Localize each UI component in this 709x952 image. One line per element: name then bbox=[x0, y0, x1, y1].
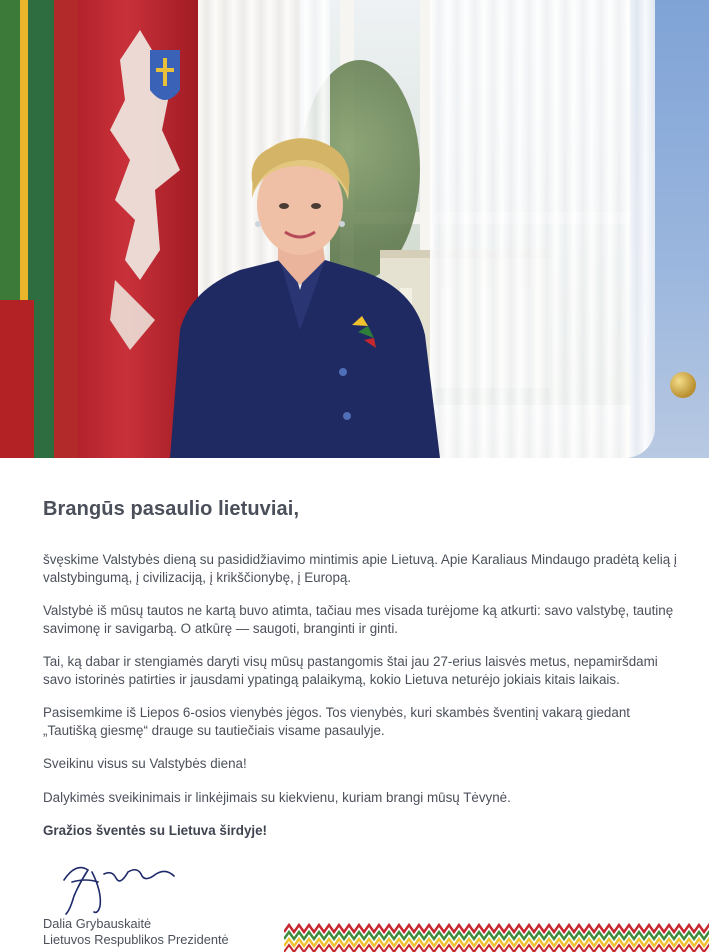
ornament-zigzag bbox=[284, 932, 709, 939]
greeting-heading: Brangūs pasaulio lietuviai, bbox=[43, 498, 300, 520]
letter-body bbox=[43, 551, 683, 856]
ornament-zigzag bbox=[284, 925, 709, 932]
paragraph: Tai, ką dabar ir stengiamės daryti visų mūsų pastangomis štai jau 27-erius laisvės metus, nepamiršdami savo istorinės patirties ir jausdami ypatingą palaikymą, kokio Lietuva neturėjo jokiais kitais laikais. bbox=[43, 654, 658, 687]
folk-pattern-ornament bbox=[284, 922, 709, 952]
paragraph: Sveikinu visus su Valstybės diena! bbox=[43, 756, 247, 771]
flag-fold-red bbox=[0, 300, 34, 458]
lithuanian-flag bbox=[0, 0, 82, 458]
paragraph: Valstybė iš mūsų tautos ne kartą buvo atimta, tačiau mes visada turėjome ką atkurti: savo valstybę, tautinę savimonę ir savigarbą. O atkūrę — saugoti, branginti ir ginti. bbox=[43, 603, 674, 636]
curtain-rod-finial bbox=[670, 372, 696, 398]
curtain-right bbox=[430, 0, 655, 458]
paragraph: švęskime Valstybės dieną su pasididžiavimo mintimis apie Lietuvą. Apie Karaliaus Mindaugo pradėtą kelią į valstybingumą, į civilizaciją, į krikščionybę, į Europą. bbox=[43, 552, 677, 585]
handwritten-signature bbox=[58, 852, 178, 918]
portrait-figure bbox=[150, 120, 450, 458]
signatory-title: Lietuvos Respublikos Prezidentė bbox=[43, 932, 229, 947]
paragraph: Dalykimės sveikinimais ir linkėjimais su kiekvienu, kuriam brangi mūsų Tėvynė. bbox=[43, 789, 511, 805]
closing-line: Gražios šventės su Lietuva širdyje! bbox=[43, 823, 268, 838]
signatory-name: Dalia Grybauskaitė bbox=[43, 916, 152, 931]
header-photo bbox=[0, 0, 709, 458]
paragraph: Pasisemkime iš Liepos 6-osios vienybės jėgos. Tos vienybės, kuri skambės šventinį vakarą giedant „Tautišką giesmę“ drauge su tautiečiais visame pasaulyje. bbox=[43, 705, 630, 738]
ornament-zigzag bbox=[284, 939, 709, 946]
